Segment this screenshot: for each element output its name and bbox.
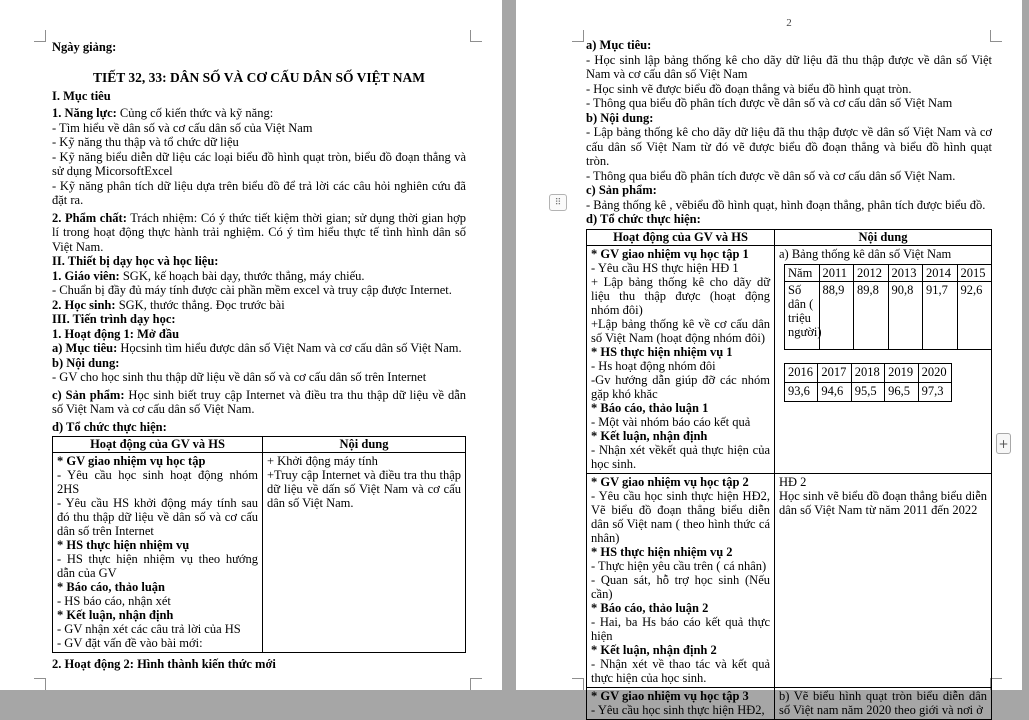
population-table-2016-2020 bbox=[784, 363, 952, 402]
stats-cell: 97,3 bbox=[918, 382, 951, 401]
text-boundary-mark bbox=[470, 30, 482, 42]
doc-line: - Học sinh lập bảng thống kê cho dãy dữ liệu đã thu thập được về dân số Việt Nam và cơ cấu dân số Việt Nam bbox=[586, 52, 992, 81]
gv-hs-activity-cell bbox=[587, 245, 775, 473]
doc-line: - HS thực hiện nhiệm vụ theo hướng dẫn của GV bbox=[57, 552, 258, 580]
text-boundary-mark bbox=[34, 30, 46, 42]
table-row bbox=[53, 453, 466, 653]
doc-line: - Yêu cầu học sinh thực hiện HĐ2, bbox=[591, 702, 765, 717]
doc-line: a) Mục tiêu: bbox=[586, 38, 652, 52]
stats-cell: 88,9 bbox=[819, 281, 854, 349]
doc-line: -Gv hướng dẫn giúp đỡ các nhóm gặp khó khăc bbox=[591, 372, 770, 401]
page-1-paragraphs bbox=[52, 89, 466, 435]
doc-line: - Kỹ năng phân tích dữ liệu dựa trên biểu đồ để trả lời các câu hỏi nghiên cứu đã đặt ra. bbox=[52, 178, 466, 207]
text-boundary-mark bbox=[572, 678, 584, 690]
doc-line: * HS thực hiện nhiệm vụ bbox=[57, 538, 190, 552]
stats-cell: 2016 bbox=[785, 363, 818, 382]
doc-line: - Yêu cầu học sinh thực hiện HĐ2, Vẽ biểu đồ đoạn thẳng biểu diễn dân số Việt nam ( theo hình thức cá nhân) bbox=[591, 488, 770, 545]
text-boundary-mark bbox=[572, 30, 584, 42]
table-header-row bbox=[587, 229, 992, 245]
doc-line: - Tìm hiểu về dân số và cơ cấu dân số của Việt Nam bbox=[52, 120, 313, 135]
doc-line: - Hai, ba Hs báo cáo kết quả thực hiện bbox=[591, 614, 770, 643]
stats-cell: 90,8 bbox=[888, 281, 923, 349]
page-1 bbox=[0, 0, 502, 690]
table-header-cell: Nội dung bbox=[263, 437, 466, 453]
doc-line: 1. Năng lực: Củng cố kiến thức và kỹ năng: bbox=[52, 106, 274, 120]
doc-line: - Yêu cầu HS khởi động máy tính sau đó thu thập dữ liệu về dân số và cơ cấu dân số trên Internet bbox=[57, 496, 258, 538]
doc-line: - GV nhận xét các câu trả lời của HS bbox=[57, 622, 241, 636]
stats-cell: 2013 bbox=[888, 264, 923, 281]
doc-line: 1. Hoạt động 1: Mở đầu bbox=[52, 326, 180, 341]
table-header-cell: Nội dung bbox=[775, 229, 992, 245]
insert-button[interactable]: + bbox=[996, 433, 1011, 454]
stats-cell: 91,7 bbox=[923, 281, 958, 349]
doc-line: - Thực hiện yêu cầu trên ( cá nhân) bbox=[591, 558, 767, 573]
doc-line: - GV đặt vấn đề vào bài mới: bbox=[57, 636, 203, 650]
doc-line: Học sinh vẽ biểu đồ đoạn thẳng biểu diễn dân số Việt Nam từ năm 2011 đến 2022 bbox=[779, 488, 987, 517]
doc-line: c) Sản phẩm: Học sinh biết truy cập Internet và điều tra thu thập dữ liệu về dẫn số Việt Nam và cơ cấu dân số Việt Nam. bbox=[52, 387, 466, 416]
stats-cell: 2011 bbox=[819, 264, 854, 281]
page-2-paragraphs bbox=[586, 38, 992, 227]
stats-cell: 95,5 bbox=[851, 382, 884, 401]
doc-line: - Nhận xét vềkết quả thực hiện của học sinh. bbox=[591, 442, 770, 471]
stats-cell: 2012 bbox=[854, 264, 889, 281]
doc-line: c) Sản phẩm: bbox=[586, 183, 657, 197]
doc-line: - Yêu cầu HS thực hiện HĐ 1 bbox=[591, 260, 739, 275]
doc-line: * HS thực hiện nhiệm vụ 2 bbox=[591, 544, 733, 559]
stats-cell: 2018 bbox=[851, 363, 884, 382]
doc-line: - Thông qua biểu đồ phân tích được về dân số và cơ cấu dân số Việt Nam. bbox=[586, 168, 956, 183]
doc-line: * Báo cáo, thảo luận 2 bbox=[591, 600, 709, 615]
doc-line: - Kỹ năng biểu diễn dữ liệu các loại biểu đồ hình quạt tròn, biểu đồ đoạn thẳng và sử dụng MicorsoftExcel bbox=[52, 149, 466, 178]
table-header-cell: Hoạt động của GV và HS bbox=[53, 437, 263, 453]
doc-line: - Một vài nhóm báo cáo kết quả bbox=[591, 414, 751, 429]
activity-2-heading: 2. Hoạt động 2: Hình thành kiến thức mới bbox=[52, 657, 276, 671]
content-cell bbox=[775, 245, 992, 473]
doc-line: * Kết luận, nhận định 2 bbox=[591, 642, 717, 657]
stats-data-row bbox=[785, 281, 992, 349]
text-boundary-mark bbox=[34, 678, 46, 690]
gv-hs-activity-cell bbox=[587, 687, 775, 719]
doc-line: + Khởi động máy tính bbox=[267, 454, 378, 468]
stats-cell: 2019 bbox=[885, 363, 918, 382]
doc-line: - HS báo cáo, nhận xét bbox=[57, 594, 171, 608]
doc-line: - Kỹ năng thu thập và tổ chức dữ liệu bbox=[52, 135, 239, 149]
stats-data-row bbox=[785, 382, 952, 401]
table-row bbox=[587, 473, 992, 687]
text-boundary-mark bbox=[470, 678, 482, 690]
doc-line: - Nhận xét về thao tác và kết quả thực hiện của học sinh. bbox=[591, 656, 770, 685]
doc-line: * HS thực hiện nhiệm vụ 1 bbox=[591, 344, 733, 359]
doc-title: TIẾT 32, 33: DÂN SỐ VÀ CƠ CẤU DÂN SỐ VIỆT NAM bbox=[92, 69, 426, 85]
page-2 bbox=[516, 0, 1022, 717]
stats-header-row bbox=[785, 264, 992, 281]
doc-line: * GV giao nhiệm vụ học tập 2 bbox=[591, 474, 749, 489]
stats-cell: 2014 bbox=[923, 264, 958, 281]
doc-line: II. Thiết bị dạy học và học liệu: bbox=[52, 254, 219, 268]
table-move-handle-icon[interactable]: ⠿ bbox=[549, 194, 567, 211]
doc-line: * Báo cáo, thảo luận bbox=[57, 580, 166, 594]
content-cell bbox=[775, 687, 992, 719]
gv-hs-activity-cell bbox=[587, 473, 775, 687]
doc-line: * GV giao nhiệm vụ học tập bbox=[57, 454, 206, 468]
table-header-row bbox=[53, 437, 466, 453]
doc-line: +Lập bảng thống kê về cơ cấu dân số Việt Nam (hoạt động nhóm đôi) bbox=[591, 316, 770, 345]
stats-cell: Năm bbox=[785, 264, 820, 281]
stats-cell: 94,6 bbox=[818, 382, 851, 401]
stats-cell: 2015 bbox=[957, 264, 992, 281]
content-cell bbox=[775, 473, 992, 687]
doc-line: b) Nội dung: bbox=[586, 110, 654, 125]
doc-line: b) Vẽ biểu hình quạt tròn biểu diễn dân số Việt nam năm 2020 theo giới và nơi ở bbox=[779, 688, 987, 717]
doc-line: b) Nội dung: bbox=[52, 355, 120, 370]
doc-line: HĐ 2 bbox=[779, 474, 807, 489]
table-row bbox=[587, 687, 992, 719]
doc-line: + Lập bảng thống kê cho dãy dữ liệu thu thập được (hoạt động nhóm đôi) bbox=[591, 274, 770, 317]
activity-table-p1 bbox=[52, 436, 466, 653]
population-table-2011-2015 bbox=[784, 264, 992, 350]
stats-cell: 93,6 bbox=[785, 382, 818, 401]
stats-cell: 2017 bbox=[818, 363, 851, 382]
doc-line: * Kết luận, nhận định bbox=[57, 608, 174, 622]
doc-line: I. Mục tiêu bbox=[52, 88, 111, 103]
stats-cell: 2020 bbox=[918, 363, 951, 382]
stats-cell: 92,6 bbox=[957, 281, 992, 349]
content-cell bbox=[263, 453, 466, 653]
doc-line: - GV cho học sinh thu thập dữ liệu về dân số và cơ cấu dân số trên Internet bbox=[52, 370, 427, 384]
doc-line: * GV giao nhiệm vụ học tập 3 bbox=[591, 688, 749, 703]
doc-line: - Quan sát, hỗ trợ học sinh (Nếu cần) bbox=[591, 572, 770, 601]
doc-line: d) Tổ chức thực hiện: bbox=[52, 419, 167, 434]
doc-line: * Kết luận, nhận định bbox=[591, 428, 708, 443]
page-1-content bbox=[52, 40, 466, 672]
doc-line: - Yêu cầu học sinh hoạt động nhóm 2HS bbox=[57, 468, 258, 496]
doc-line: d) Tổ chức thực hiện: bbox=[586, 212, 701, 226]
stats-caption: a) Bảng thống kê dân số Việt Nam bbox=[779, 246, 952, 261]
stats-header-row bbox=[785, 363, 952, 382]
doc-line: 2. Học sinh: SGK, thước thẳng. Đọc trước bài bbox=[52, 297, 285, 312]
page-2-content bbox=[586, 38, 992, 720]
doc-line: - Chuẩn bị đầy đủ máy tính được cài phần mềm excel và truy cập được Internet. bbox=[52, 283, 452, 297]
table-header-cell: Hoạt động của GV và HS bbox=[587, 229, 775, 245]
doc-line: * GV giao nhiệm vụ học tập 1 bbox=[591, 246, 749, 261]
doc-line: - Học sinh vẽ được biểu đồ đoạn thẳng và biểu đồ hình quạt tròn. bbox=[586, 81, 912, 96]
date-line: Ngày giảng: bbox=[52, 40, 117, 54]
doc-line: a) Mục tiêu: Họcsinh tìm hiểu được dân số Việt Nam và cơ cấu dân số Việt Nam. bbox=[52, 341, 462, 355]
doc-line: 2. Phẩm chất: Trách nhiệm: Có ý thức tiết kiệm thời gian; sử dụng thời gian hợp lí trong hoạt động thực hành trải nghiệm. Có ý tìm hiểu thực tế tình hình dân số Việt Nam. bbox=[52, 210, 466, 254]
doc-line: III. Tiến trình dạy học: bbox=[52, 312, 176, 326]
table-row bbox=[587, 245, 992, 473]
stats-cell: 96,5 bbox=[885, 382, 918, 401]
doc-line: - Lập bảng thống kê cho dãy dữ liệu đã thu thập được về dân số Việt Nam và cơ cấu dân số Việt Nam từ đó vẽ được biểu đồ đoạn thẳng và biểu đồ hình quạt tròn. bbox=[586, 125, 992, 168]
doc-line: - Bảng thống kê , vẽbiểu đồ hình quạt, hình đoạn thẳng, phân tích được biểu đồ. bbox=[586, 197, 986, 212]
doc-line: - Thông qua biểu đồ phân tích được về dân số và cơ cấu dân số Việt Nam bbox=[586, 96, 953, 110]
page-number: 2 bbox=[786, 17, 792, 29]
stats-cell: 89,8 bbox=[854, 281, 889, 349]
doc-line: * Báo cáo, thảo luận 1 bbox=[591, 400, 709, 415]
doc-line: +Truy cập Internet và điều tra thu thập dữ liệu về dấn số Việt Nam và cơ cấu dân số Việt Nam. bbox=[267, 468, 461, 510]
doc-line: - Hs hoạt động nhóm đôi bbox=[591, 358, 716, 373]
activity-table-p2 bbox=[586, 229, 992, 720]
stats-cell: Số dân ( triệu người) bbox=[785, 281, 820, 349]
doc-line: 1. Giáo viên: SGK, kế hoạch bài dạy, thước thẳng, máy chiếu. bbox=[52, 268, 365, 283]
gv-hs-activity-cell bbox=[53, 453, 263, 653]
